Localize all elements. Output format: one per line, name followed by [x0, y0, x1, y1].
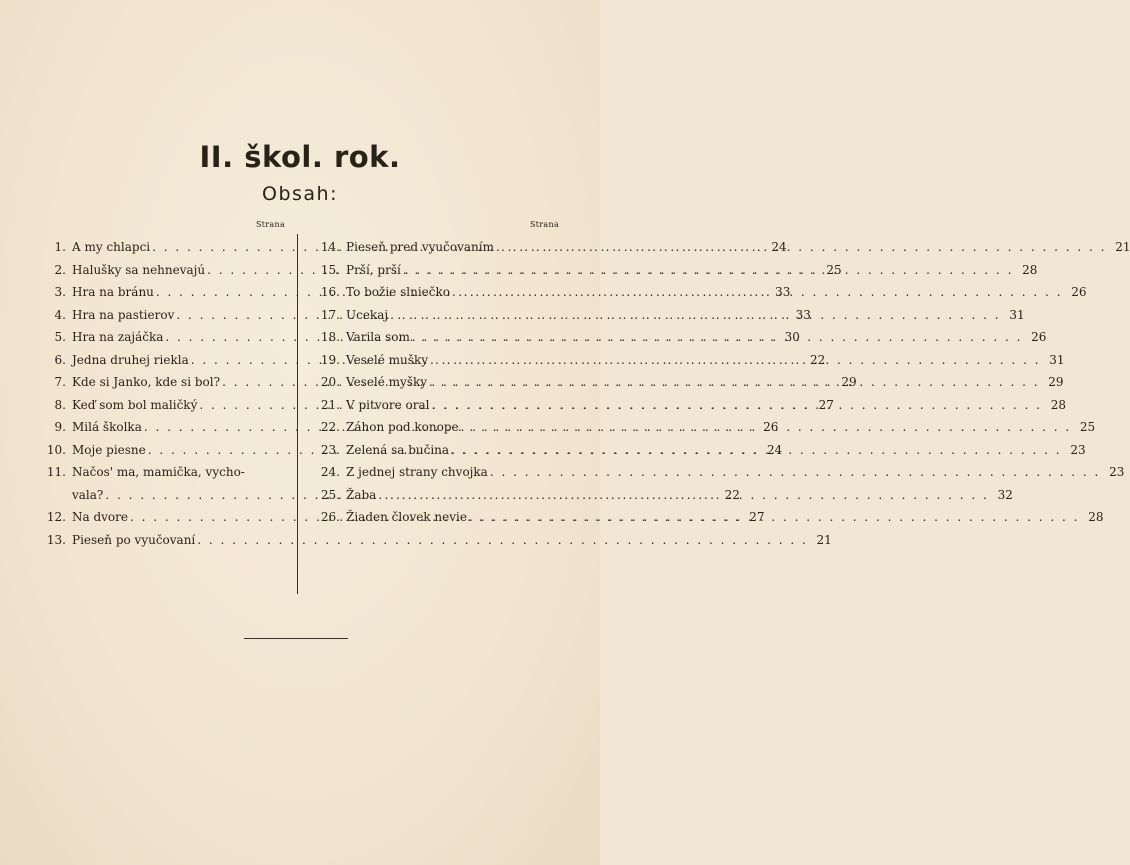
closing-rule: [244, 638, 348, 639]
toc-entry: 15. Prší, prší . . . 28: [304, 259, 558, 282]
toc-entry: 4. Hra na pastierov . . . 33: [30, 304, 290, 327]
toc-entry: 5. Hra na zajáčka . . . 30: [30, 326, 290, 349]
toc-entry: 12. Na dvore . . . 27: [30, 506, 290, 529]
toc-entry: 22. Záhon pod konope . . . 25: [304, 416, 558, 439]
toc-entry: 23. Zelená sa bučina . . . 23: [304, 439, 558, 462]
toc-entry: 26. Žiaden človek nevie . . . 28: [304, 506, 558, 529]
toc-entry: 24. Z jednej strany chvojka . . . 23: [304, 461, 558, 484]
toc-entry: 2. Halušky sa nehnevajú . . . 25: [30, 259, 290, 282]
page-title: II. škol. rok.: [199, 140, 401, 174]
toc-entry: 14. Pieseň pred vyučovaním . . . 21: [304, 236, 558, 259]
toc-entry: 19. Veselé mušky . . . 31: [304, 349, 558, 372]
left-column-header: Strana: [256, 220, 286, 229]
toc-entry: 7. Kde si Janko, kde si bol? . . . 29: [30, 371, 290, 394]
right-column-header: Strana: [530, 220, 560, 229]
toc-entry: 9. Milá školka . . . 26: [30, 416, 290, 439]
toc-entry-multiline: 11. Načos' ma, mamička, vycho- vala? . . . 22: [30, 461, 290, 506]
toc-entry: 16. To božie slniečko . . . 26: [304, 281, 558, 304]
column-divider: [297, 234, 298, 594]
toc-entry: 8. Keď som bol maličký . . . 27: [30, 394, 290, 417]
toc-entry: 3. Hra na bránu . . . 33: [30, 281, 290, 304]
toc-entry: 20. Veselé myšky . . . 29: [304, 371, 558, 394]
toc-entry: 18. Varila som . . . 26: [304, 326, 558, 349]
toc-entry: 21. V pitvore oral . . . 28: [304, 394, 558, 417]
toc-entry: 6. Jedna druhej riekla . . . 22: [30, 349, 290, 372]
toc-entry: 25. Žaba . . . 32: [304, 484, 558, 507]
toc-entry: 1. A my chlapci . . . 24: [30, 236, 290, 259]
toc-entry: 10. Moje piesne . . . 24: [30, 439, 290, 462]
toc-entry: 13. Pieseň po vyučovaní . . . 21: [30, 529, 290, 552]
toc-entry: 17. Ucekaj . . . 31: [304, 304, 558, 327]
contents-heading: Obsah:: [261, 183, 338, 205]
